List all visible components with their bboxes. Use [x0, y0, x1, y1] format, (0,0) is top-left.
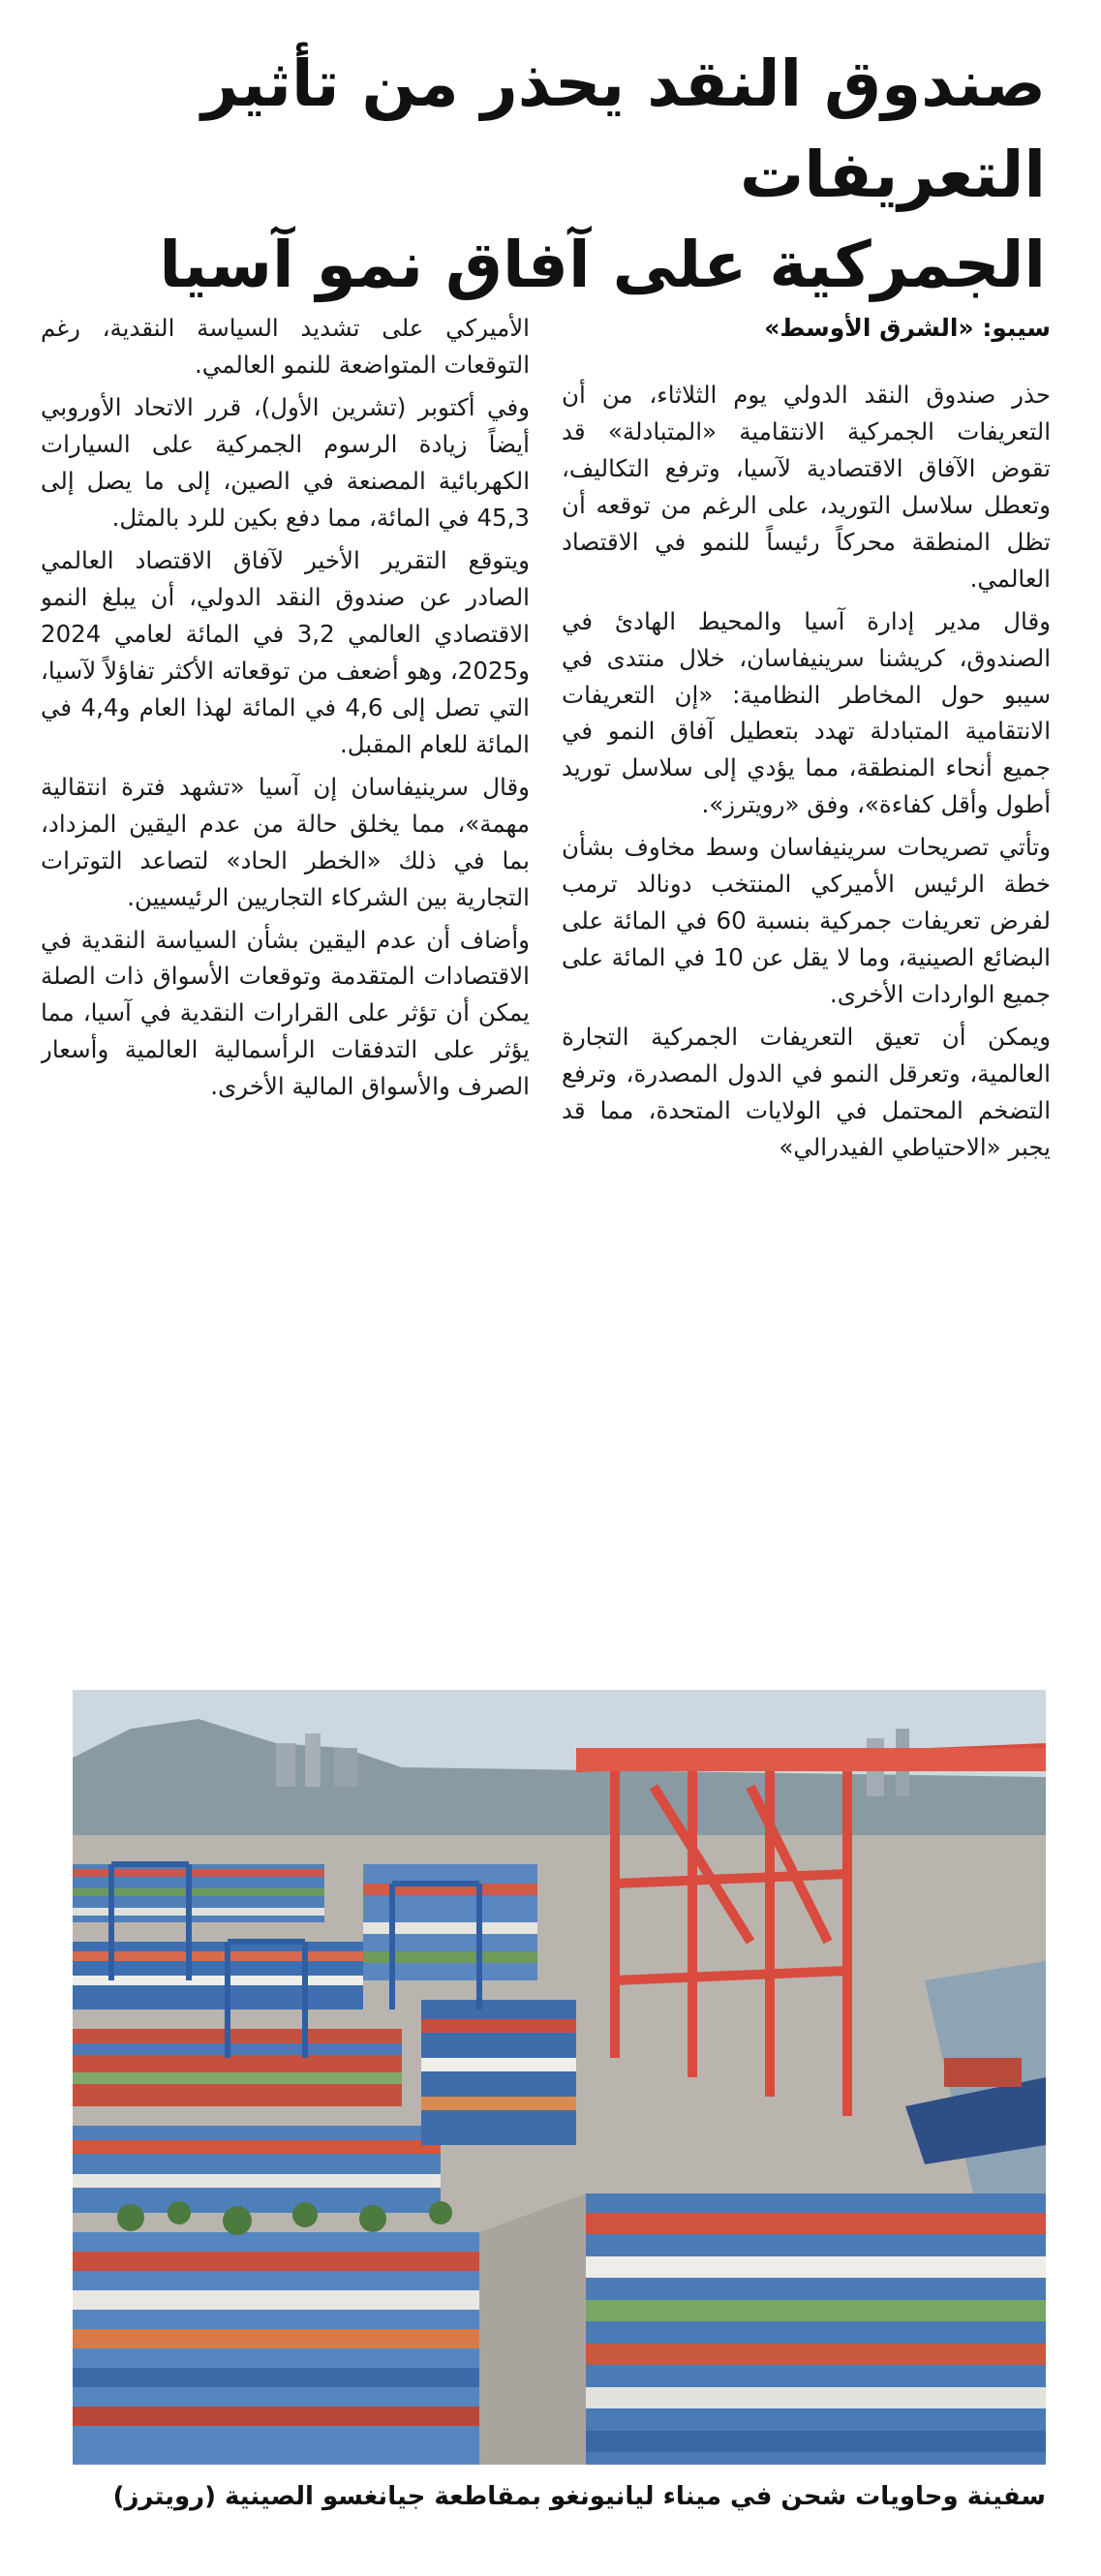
photo-road: [479, 2193, 586, 2465]
paragraph: وأضاف أن عدم اليقين بشأن السياسة النقدية في الاقتصادات المتقدمة وتوقعات الأسواق ذات الصلة يمكن أن تؤثر على القرارات النقدية في آسيا، مما يؤثر على التدفقات الرأسمالية العالمية وأسعار الصرف والأسواق المالية الأخرى.: [41, 925, 530, 1101]
paragraph: وفي أكتوبر (تشرين الأول)، قرر الاتحاد الأوروبي أيضاً زيادة الرسوم الجمركية على السيارات الكهربائية المصنعة في الصين، إلى ما يصل إلى 45,3 في المائة، مما دفع بكين للرد بالمثل.: [41, 392, 530, 532]
port-photo: [73, 1690, 1046, 2465]
port-photo-illustration: [73, 1690, 1046, 2465]
paragraph: الأميركي على تشديد السياسة النقدية، رغم التوقعات المتواضعة للنمو العالمي.: [41, 314, 530, 379]
byline: سيبو: «الشرق الأوسط»: [764, 314, 1051, 342]
photo-building: [334, 1748, 357, 1787]
article-column-right: [562, 310, 1051, 1666]
paragraph: وتأتي تصريحات سرينيفاسان وسط مخاوف بشأن خطة الرئيس الأميركي المنتخب دونالد ترمب لفرض تعريفات جمركية بنسبة 60 في المائة على البضائع الصينية، وما لا يقل عن 10 في المائة على جميع الواردات الأخرى.: [562, 833, 1051, 1009]
photo-ship-cargo: [944, 2058, 1022, 2087]
headline: [58, 39, 1046, 311]
paragraph: وقال سرينيفاسان إن آسيا «تشهد فترة انتقالية مهمة»، مما يخلق حالة من عدم اليقين المزداد، بما في ذلك «الخطر الحاد» لتصاعد التوترات التجارية بين الشركاء التجاريين الرئيسيين.: [41, 772, 530, 911]
headline-line-1: صندوق النقد يحذر من تأثير التعريفات: [201, 46, 1046, 212]
paragraph: حذر صندوق النقد الدولي يوم الثلاثاء، من أن التعريفات الجمركية الانتقامية «المتبادلة» قد تقوض الآفاق الاقتصادية لآسيا، وترفع التكاليف، وتعطل سلاسل التوريد، على الرغم من توقعه أن تظل المنطقة محركاً رئيساً للنمو في الاقتصاد العالمي.: [562, 380, 1051, 593]
headline-line-2: الجمركية على آفاق نمو آسيا: [159, 228, 1046, 303]
paragraph: ويمكن أن تعيق التعريفات الجمركية التجارة العالمية، وتعرقل النمو في الدول المصدرة، وترفع التضخم المحتمل في الولايات المتحدة، مما قد يجبر «الاحتياطي الفيدرالي»: [562, 1023, 1051, 1162]
photo-building: [305, 1733, 321, 1787]
photo-building: [276, 1743, 295, 1787]
photo-caption: سفينة وحاويات شحن في ميناء ليانيونغو بمقاطعة جيانغسو الصينية (رويترز): [112, 2482, 1046, 2511]
article-column-left: [41, 310, 530, 1666]
paragraph: وقال مدير إدارة آسيا والمحيط الهادئ في الصندوق، كريشنا سرينيفاسان، خلال منتدى في سيبو حول المخاطر النظامية: «إن التعريفات الانتقامية المتبادلة تهدد بتعطيل آفاق النمو في جميع أنحاء المنطقة، مما يؤدي إلى سلاسل توريد أطول وأقل كفاءة»، وفق «رويترز».: [562, 606, 1051, 819]
paragraph: ويتوقع التقرير الأخير لآفاق الاقتصاد العالمي الصادر عن صندوق النقد الدولي، أن يبلغ النمو الاقتصادي العالمي 3,2 في المائة لعامي 2024 و2025، وهو أضعف من توقعاته الأكثر تفاؤلاً لآسيا، التي تصل إلى 4,6 في المائة لهذا العام و4,4 في المائة للعام المقبل.: [41, 545, 530, 758]
photo-crane-boom: [576, 1748, 1046, 1771]
